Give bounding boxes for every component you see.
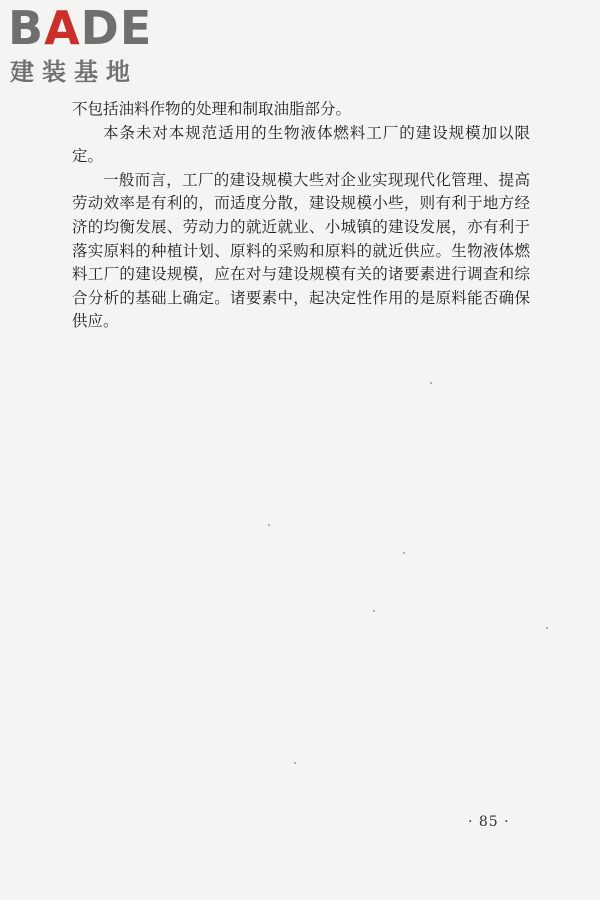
bade-logo — [8, 1, 178, 86]
scan-speck — [373, 610, 375, 612]
scan-speck — [430, 382, 432, 384]
logo-wordmark — [8, 1, 153, 55]
page-number: · 85 · — [468, 814, 510, 830]
scan-speck — [268, 524, 270, 526]
logo-subtitle: 建装基地 — [10, 58, 138, 86]
scan-speck — [546, 627, 548, 629]
paragraph-scale-discussion: 一般而言，工厂的建设规模大些对企业实现现代化管理、提高劳动效率是有利的，而适度分散，建设规模小些，则有利于地方经济的均衡发展、劳动力的就近就业、小城镇的建设发展，亦有利于落实原料的种植计划、原料的采购和原料的就近供应。生物液体燃料工厂的建设规模，应在对与建设规模有关的诸要素进行调查和综合分析的基础上确定。诸要素中，起决定性作用的是原料能否确保供应。 — [72, 170, 530, 331]
logo-letter-a-accent: A — [44, 1, 81, 55]
logo-letter-b: B — [8, 1, 45, 55]
paragraph-scope-note: 本条未对本规范适用的生物液体燃料工厂的建设规模加以限定。 — [72, 123, 530, 166]
document-body — [72, 98, 530, 334]
scan-speck — [294, 762, 296, 764]
logo-letters-de: DE — [80, 1, 153, 55]
paragraph-continuation: 不包括油料作物的处理和制取油脂部分。 — [72, 100, 352, 118]
scan-speck — [403, 552, 405, 554]
